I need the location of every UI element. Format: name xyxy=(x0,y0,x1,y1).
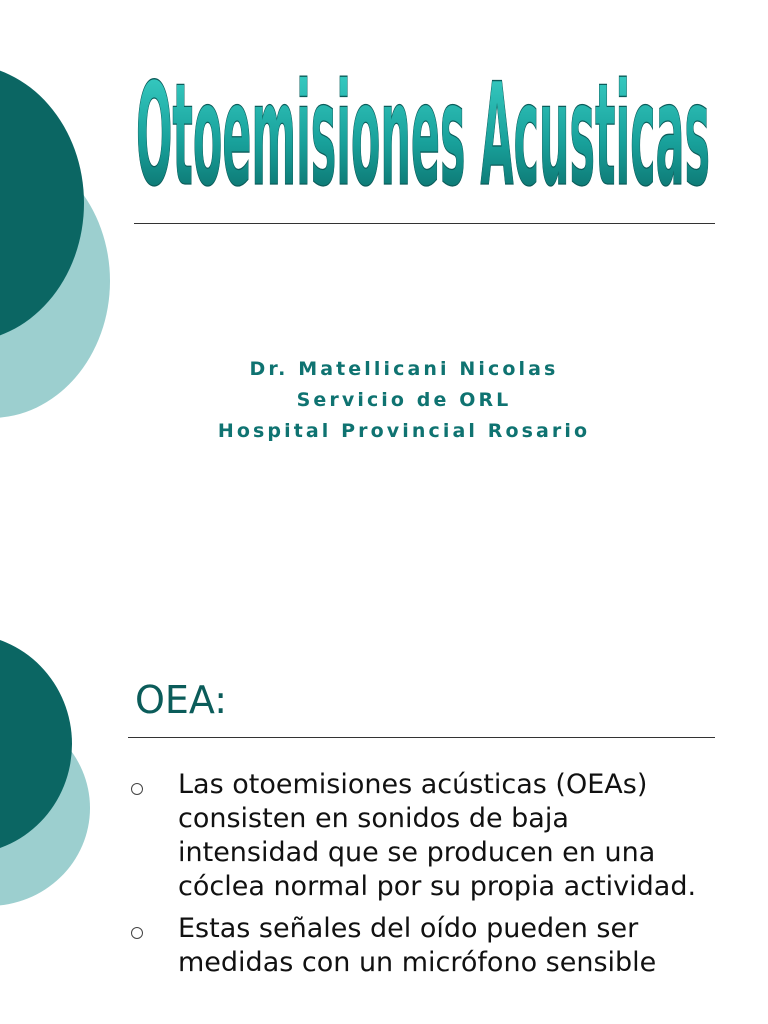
bullet-item xyxy=(128,912,708,980)
bullet-list xyxy=(128,768,708,988)
author-name: Dr. Matellicani Nicolas xyxy=(249,358,559,380)
slide-heading: OEA: xyxy=(135,678,228,722)
content-slide xyxy=(0,590,768,1024)
hollow-circle-bullet-icon xyxy=(131,927,143,939)
heading-divider xyxy=(128,737,715,738)
institution: Hospital Provincial Rosario xyxy=(217,420,591,442)
author-block xyxy=(150,354,658,447)
slide-title-text: Otoemisiones Acusticas xyxy=(136,52,710,194)
bullet-item xyxy=(128,768,708,904)
department: Servicio de ORL xyxy=(296,389,512,411)
slide-title xyxy=(136,44,714,194)
bullet-text: Estas señales del oído pueden ser medidas con un micrófono sensible xyxy=(178,913,657,978)
bullet-text: Las otoemisiones acústicas (OEAs) consisten en sonidos de baja intensidad que se producen en una cóclea normal por su propia actividad. xyxy=(178,769,697,902)
hollow-circle-bullet-icon xyxy=(131,783,143,795)
title-divider xyxy=(134,223,715,224)
